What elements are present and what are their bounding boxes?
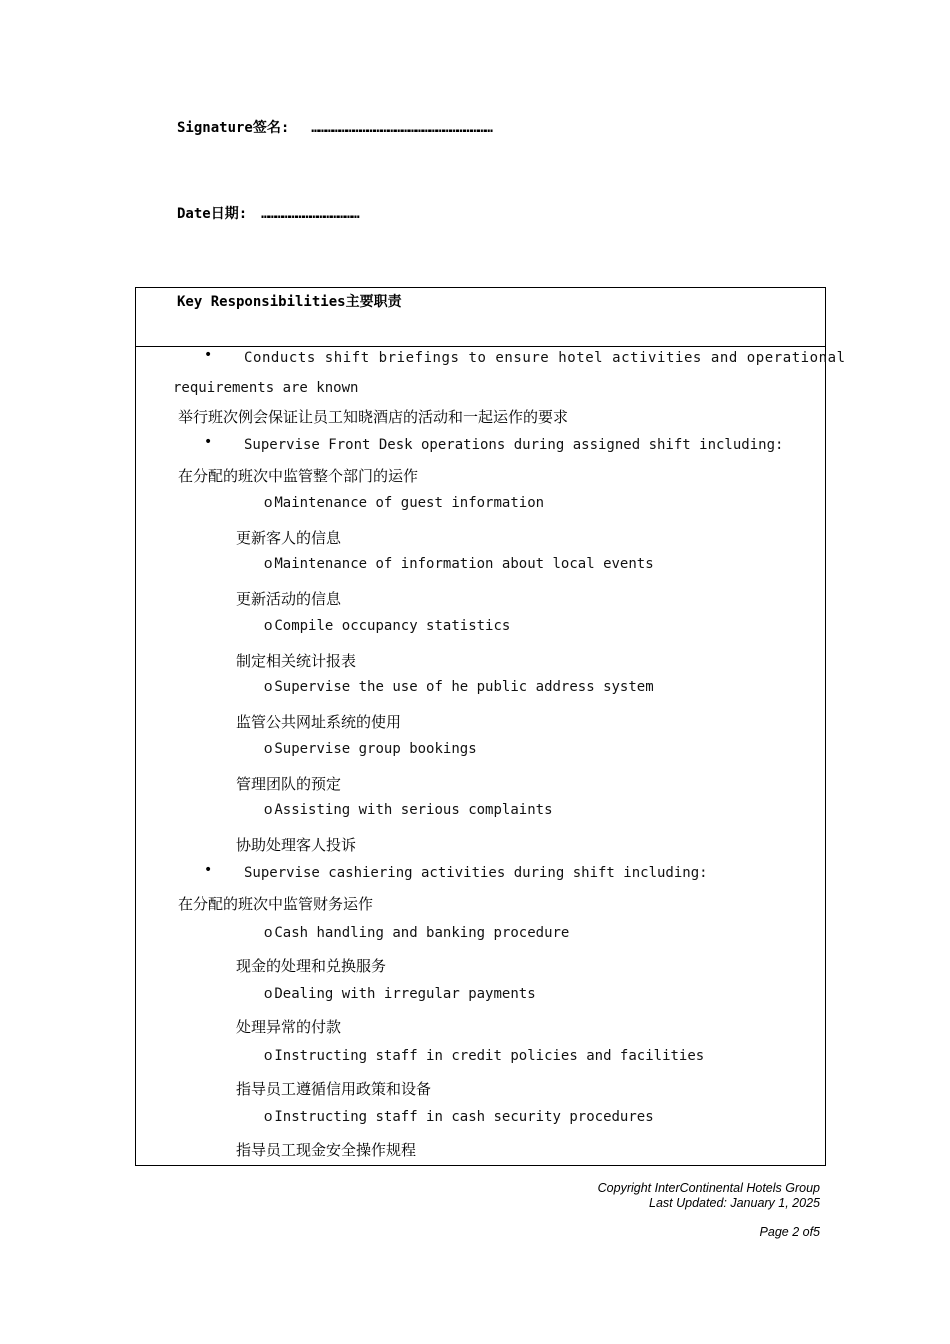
bullet-3-translation: 在分配的班次中监管财务运作 bbox=[178, 895, 374, 913]
sub-item: o Supervise the use of he public address system bbox=[264, 678, 654, 695]
sub-bullet: o bbox=[264, 1047, 273, 1064]
sub-item-translation: 指导员工遵循信用政策和设备 bbox=[236, 1080, 432, 1098]
footer-last-updated: Last Updated: January 1, 2025 bbox=[649, 1196, 820, 1210]
sub-item-translation: 监管公共网址系统的使用 bbox=[236, 713, 402, 731]
sub-item: o Maintenance of guest information bbox=[264, 494, 545, 511]
signature-label: Signature签名: bbox=[177, 120, 290, 136]
date-label: Date日期: bbox=[177, 206, 248, 222]
footer-page-number: Page 2 of5 bbox=[759, 1225, 820, 1239]
sub-item-translation: 更新客人的信息 bbox=[236, 529, 342, 547]
sub-item: o Assisting with serious complaints bbox=[264, 801, 553, 818]
bullet-dot: • bbox=[204, 862, 213, 878]
bullet-dot: • bbox=[204, 434, 213, 450]
footer-copyright: Copyright InterContinental Hotels Group bbox=[597, 1181, 820, 1195]
sub-bullet: o bbox=[264, 801, 273, 818]
sub-item: o Supervise group bookings bbox=[264, 740, 477, 757]
bullet-2-text: Supervise Front Desk operations during assigned shift including: bbox=[244, 437, 784, 453]
sub-bullet: o bbox=[264, 555, 273, 572]
sub-bullet: o bbox=[264, 617, 273, 634]
table-header bbox=[136, 288, 825, 347]
sub-bullet: o bbox=[264, 494, 273, 511]
sub-item: o Compile occupancy statistics bbox=[264, 617, 511, 634]
sub-item: o Cash handling and banking procedure bbox=[264, 924, 570, 941]
bullet-1-translation: 举行班次例会保证让员工知晓酒店的活动和一起运作的要求 bbox=[178, 408, 569, 426]
bullet-dot: • bbox=[204, 347, 213, 363]
bullet-2-translation: 在分配的班次中监管整个部门的运作 bbox=[178, 467, 419, 485]
bullet-1-text: Conducts shift briefings to ensure hotel activities and operational bbox=[244, 350, 846, 366]
key-responsibilities-table bbox=[135, 287, 846, 1166]
date-line bbox=[177, 203, 358, 223]
sub-item: o Instructing staff in credit policies and facilities bbox=[264, 1047, 705, 1064]
sub-item-translation: 更新活动的信息 bbox=[236, 590, 342, 608]
sub-bullet: o bbox=[264, 985, 273, 1002]
sub-item-translation: 制定相关统计报表 bbox=[236, 652, 357, 670]
bullet-3-text: Supervise cashiering activities during shift including: bbox=[244, 865, 708, 881]
sub-item: o Dealing with irregular payments bbox=[264, 985, 536, 1002]
bullet-1-text-cont: requirements are known bbox=[173, 380, 359, 396]
sub-item: o Maintenance of information about local events bbox=[264, 555, 654, 572]
sub-item: o Instructing staff in cash security procedures bbox=[264, 1108, 654, 1125]
sub-item-translation: 管理团队的预定 bbox=[236, 775, 342, 793]
sub-bullet: o bbox=[264, 740, 273, 757]
sub-bullet: o bbox=[264, 1108, 273, 1125]
sub-item-translation: 协助处理客人投诉 bbox=[236, 836, 357, 854]
section-title: Key Responsibilities主要职责 bbox=[177, 294, 402, 310]
sub-item-translation: 现金的处理和兑换服务 bbox=[236, 957, 387, 975]
date-blank: …………………………………… bbox=[261, 206, 359, 222]
sub-item-translation: 指导员工现金安全操作规程 bbox=[236, 1141, 417, 1159]
sub-bullet: o bbox=[264, 678, 273, 695]
sub-bullet: o bbox=[264, 924, 273, 941]
sub-item-translation: 处理异常的付款 bbox=[236, 1018, 342, 1036]
signature-line bbox=[177, 117, 491, 137]
signature-blank: …………………………………………………………………… bbox=[311, 120, 492, 136]
